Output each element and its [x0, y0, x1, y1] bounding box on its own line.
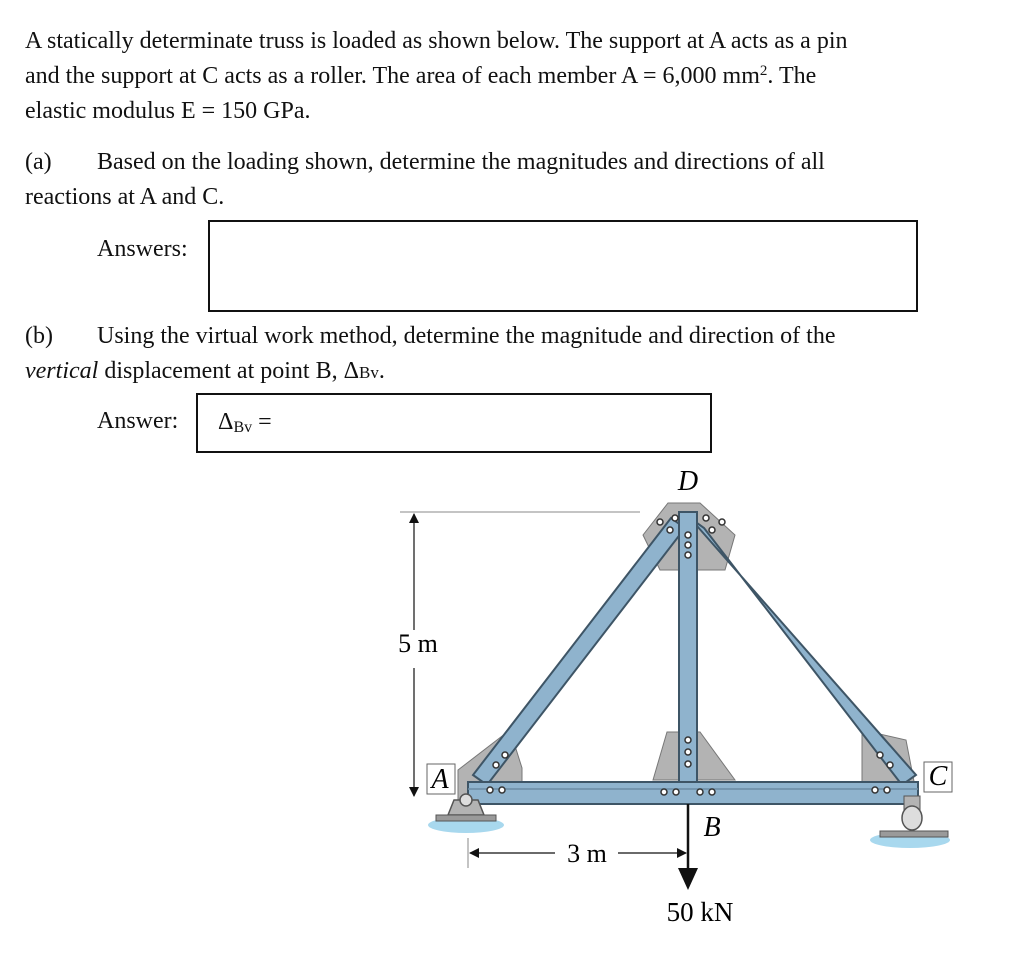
part-b-text-1: Using the virtual work method, determine the magnitude and direction of the [97, 323, 836, 349]
delta-subscript: Bv [233, 419, 253, 436]
joint-label-d: D [677, 466, 699, 497]
dim-3m-label: 3 m [567, 839, 607, 868]
part-b-text-end: . [378, 358, 385, 384]
member-ac [468, 782, 918, 804]
intro-line-2-end: . The [767, 63, 817, 89]
part-b-italic-word: vertical [25, 358, 99, 384]
delta-symbol: Δ [218, 409, 234, 435]
equals-sign: = [252, 409, 272, 435]
area-unit-exponent: 2 [759, 63, 768, 79]
pin-a [460, 794, 472, 806]
part-b-subscript: Bv [359, 363, 379, 382]
roller-c [902, 806, 922, 830]
dim-5m-label: 5 m [398, 629, 438, 658]
joint-label-a: A [431, 764, 449, 795]
base-plate-a [436, 815, 496, 821]
part-a-label: (a) [25, 149, 52, 175]
intro-line-3: elastic modulus E = 150 GPa. [25, 98, 311, 124]
part-b-label: (b) [25, 323, 53, 349]
answer-label: Answer: [97, 408, 179, 434]
intro-line-2: and the support at C acts as a roller. The area of each member A = 6,000 mm [25, 63, 760, 89]
intro-line-1: A statically determinate truss is loaded as shown below. The support at A acts as a pin [25, 28, 848, 54]
joint-label-b: B [703, 812, 721, 843]
base-plate-c [880, 831, 948, 837]
part-a-text-1: Based on the loading shown, determine the magnitudes and directions of all [97, 149, 825, 175]
part-b-text-2: displacement at point B, Δ [98, 358, 360, 384]
member-dc [690, 518, 916, 785]
load-arrow-head [678, 868, 698, 890]
load-label: 50 kN [666, 897, 734, 927]
answers-label: Answers: [97, 236, 188, 262]
part-a-text-2: reactions at A and C. [25, 184, 225, 210]
joint-label-c: C [928, 761, 948, 792]
member-ad [473, 518, 685, 785]
